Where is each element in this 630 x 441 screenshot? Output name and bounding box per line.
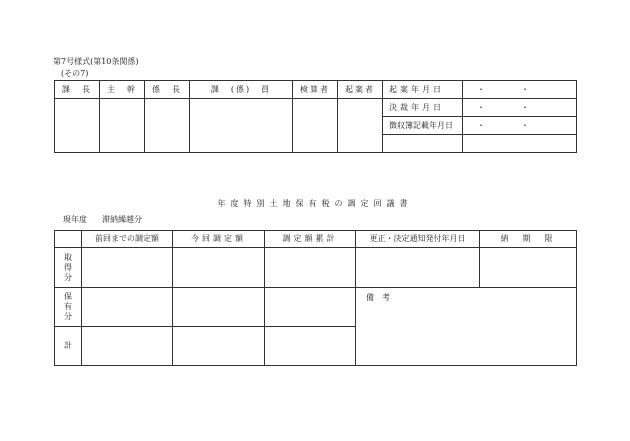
header-cumulative-amount: 調定額累計: [265, 231, 356, 248]
draft-date-label: 起案年月日: [383, 81, 463, 99]
remarks-label: 備考: [366, 293, 398, 302]
header-due-date: 納 期 限: [480, 231, 577, 248]
remarks-cell: [356, 288, 577, 366]
header-previous-amount: 前回までの調定額: [82, 231, 173, 248]
arrears-label: 滞納繰越分: [102, 215, 142, 224]
stamp-cell-checker: [293, 99, 338, 153]
cell-acq-previous: [82, 248, 173, 288]
corner-cell: [55, 231, 82, 248]
cell-acq-notice: [356, 248, 480, 288]
form-number: 第7号様式(第10条関係): [53, 57, 139, 66]
blank-label-cell: [383, 135, 463, 153]
assessment-table: [54, 230, 577, 366]
row-label-total: 計: [55, 327, 82, 366]
approval-date-value: ・ ・: [463, 99, 577, 117]
cell-total-current: [173, 327, 265, 366]
cell-hold-cumulative: [265, 288, 356, 327]
approval-date-label: 決裁年月日: [383, 99, 463, 117]
role-staff: 課 (係) 員: [190, 81, 293, 99]
header-notice-date: 更正・決定通知発付年月日: [356, 231, 480, 248]
role-checker: 検算者: [293, 81, 338, 99]
role-drafter: 起案者: [338, 81, 383, 99]
document-title: 年度特別土地保有税の調定回議書: [217, 199, 413, 208]
cell-total-previous: [82, 327, 173, 366]
ledger-date-value: ・ ・: [463, 117, 577, 135]
current-year-label: 現年度: [63, 215, 87, 224]
form-sub-number: (その7): [61, 69, 89, 78]
cell-total-cumulative: [265, 327, 356, 366]
draft-date-value: ・ ・: [463, 81, 577, 99]
stamp-cell-staff: [190, 99, 293, 153]
cell-hold-current: [173, 288, 265, 327]
approval-table: [54, 80, 577, 153]
cell-acq-current: [173, 248, 265, 288]
stamp-cell-chief-officer: [100, 99, 145, 153]
stamp-cell-drafter: [338, 99, 383, 153]
role-unit-chief: 係 長: [145, 81, 190, 99]
header-current-amount: 今回調定額: [173, 231, 265, 248]
stamp-cell-unit-chief: [145, 99, 190, 153]
cell-hold-previous: [82, 288, 173, 327]
blank-value-cell: [463, 135, 577, 153]
row-label-acquisition: 取得分: [55, 248, 82, 288]
stamp-cell-section-chief: [55, 99, 100, 153]
role-section-chief: 課 長: [55, 81, 100, 99]
cell-acq-due: [480, 248, 577, 288]
row-label-holding: 保有分: [55, 288, 82, 327]
role-chief-officer: 主 幹: [100, 81, 145, 99]
ledger-date-label: 徴収簿記載年月日: [383, 117, 463, 135]
cell-acq-cumulative: [265, 248, 356, 288]
